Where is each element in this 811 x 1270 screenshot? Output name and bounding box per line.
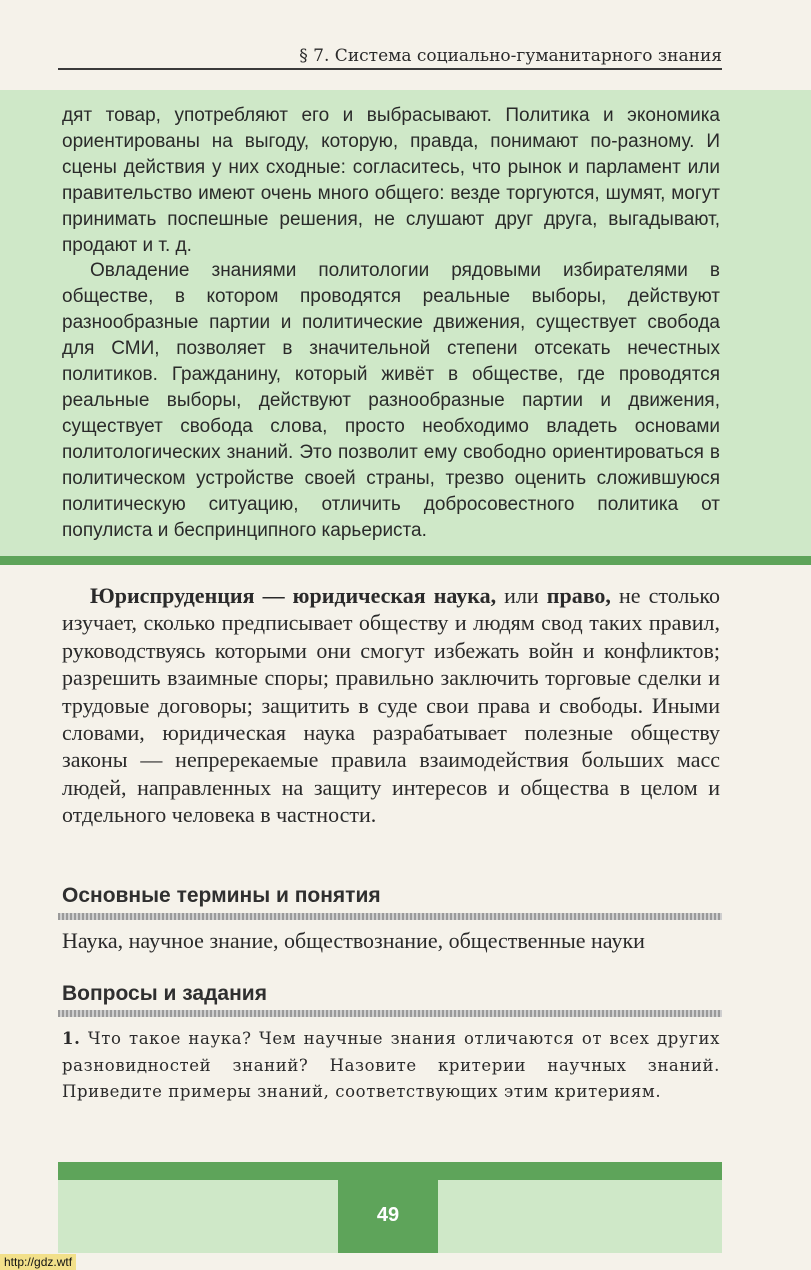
page-number: 49	[338, 1180, 438, 1253]
main-paragraph	[62, 582, 720, 829]
term-jurisprudence: Юриспруденция — юридическая наука,	[90, 583, 497, 608]
highlight-box-text	[62, 103, 720, 543]
questions-heading: Вопросы и задания	[62, 982, 267, 1005]
paragraph-body: не столько изучает, сколько предписывает обществу и людям свод таких правил, руководствуясь которыми они смогут избежать войн и конфликтов; разрешить взаимные споры; правильно заключить торговые сделки и трудовые договоры; защитить в суде свои права и свободы. Иными словами, юридическая наука разрабатывает полезные обществу законы — непререкаемые правила взаимодействия больших масс людей, направленных на защиту интересов и общества в целом и отдельного человека в частности.	[62, 583, 721, 828]
term-law: право,	[546, 583, 611, 608]
question-number: 1.	[62, 1029, 81, 1048]
footer-band	[58, 1162, 722, 1180]
questions-rule	[58, 1010, 722, 1017]
highlight-box-divider	[0, 556, 811, 565]
connector-text: или	[496, 583, 547, 608]
running-header	[58, 42, 722, 70]
box-paragraph: Овладение знаниями политологии рядовыми избирателями в обществе, в котором проводятся реальные выборы, действуют разнообразные партии и политические движения, существует свобода для СМИ, позволяет в значительной степени отсекать нечестных политиков. Гражданину, который живёт в обществе, где проводятся реальные выборы, действуют разнообразные партии и движения, существует свобода слова, просто необходимо владеть основами политологических знаний. Это позволит ему свободно ориентироваться в политическом устройстве своей страны, трезво оценить сложившуюся политическую ситуацию, отличить добросовестного политика от популиста и беспринципного карьериста.	[62, 260, 720, 541]
box-paragraph: дят товар, употребляют его и выбрасывают. Политика и экономика ориентированы на выгоду, которую, правда, понимают по-разному. И сцены действия у них сходные: согласитесь, что рынок и парламент или правительство имеют очень много общего: везде торгуются, шумят, могут принимать поспешные решения, не слушают друг друга, выгадывают, продают и т. д.	[62, 105, 720, 256]
question-text: Что такое наука? Чем научные знания отличаются от всех других разновидностей знаний? Назовите критерии научных знаний. Приведите примеры знаний, соответствующих этим критериям.	[62, 1029, 720, 1101]
header-title: § 7. Система социально-гуманитарного знания	[299, 46, 722, 66]
question-item	[62, 1026, 720, 1106]
terms-rule	[58, 913, 722, 920]
terms-heading: Основные термины и понятия	[62, 884, 381, 907]
watermark-link[interactable]: http://gdz.wtf	[0, 1254, 76, 1270]
terms-list: Наука, научное знание, обществознание, общественные науки	[62, 928, 645, 953]
